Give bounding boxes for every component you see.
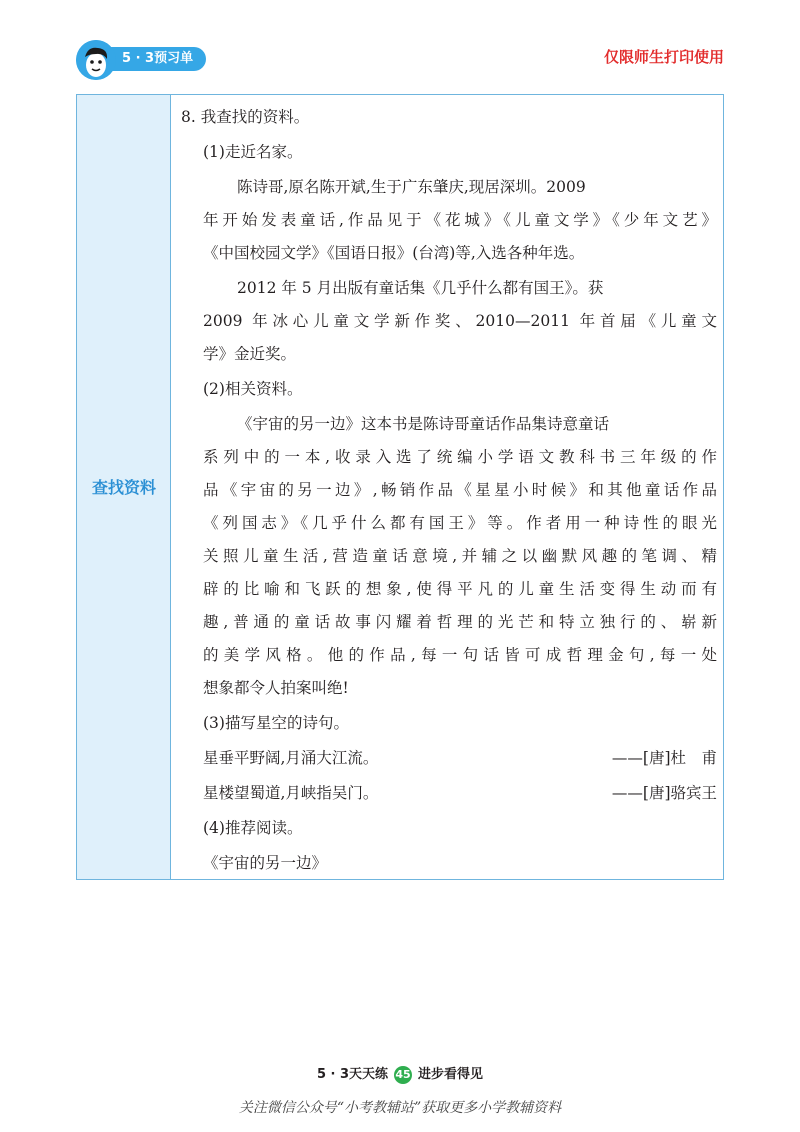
part1-p1-line3: 《中国校园文学》《国语日报》(台湾)等,入选各种年选。 <box>203 244 585 262</box>
section-column <box>77 95 171 879</box>
item-title: 8. 我查找的资料。 <box>181 108 310 126</box>
part2-line8: 的美学风格。他的作品,每一句话皆可成哲理金句,每一处 <box>203 646 717 664</box>
part2-line9: 想象都令人拍案叫绝! <box>203 679 349 697</box>
poem-line: 星垂平野阔,月涌大江流。 <box>203 749 379 767</box>
watermark-text: 关注微信公众号“小考教辅站”获取更多小学教辅资料 <box>238 1100 562 1116</box>
page-header <box>0 0 800 90</box>
part3-heading: (3)描写星空的诗句。 <box>203 714 349 732</box>
part1-heading: (1)走近名家。 <box>203 143 303 161</box>
part1-p1-line2: 年开始发表童话,作品见于《花城》《儿童文学》《少年文艺》 <box>203 211 717 229</box>
poem-author: ——[唐]骆宾王 <box>611 784 717 802</box>
part2-line2: 系列中的一本,收录入选了统编小学语文教科书三年级的作 <box>203 448 717 466</box>
content-cell <box>171 95 723 879</box>
part1-p2-line2: 2009 年冰心儿童文学新作奖、2010—2011 年首届《儿童文 <box>203 312 717 330</box>
section-label: 查找资料 <box>91 478 156 497</box>
page-footer <box>0 1063 800 1084</box>
footer-series: 5 · 3天天练 <box>316 1067 389 1082</box>
usage-restriction-label: 仅限师生打印使用 <box>603 48 724 66</box>
part1-p2-line1: 2012 年 5 月出版有童话集《几乎什么都有国王》。获 <box>237 279 604 297</box>
part1-p1-line1: 陈诗哥,原名陈开斌,生于广东肇庆,现居深圳。2009 <box>237 178 586 196</box>
recommended-book: 《宇宙的另一边》 <box>203 854 328 872</box>
series-label: 5 · 3预习单 <box>122 51 194 66</box>
poem-author: ——[唐]杜 甫 <box>611 749 717 767</box>
part2-line3: 品《宇宙的另一边》,畅销作品《星星小时候》和其他童话作品 <box>203 481 717 499</box>
part4-heading: (4)推荐阅读。 <box>203 819 303 837</box>
part1-p2-line3: 学》金近奖。 <box>203 345 297 363</box>
part2-line4: 《列国志》《几乎什么都有国王》等。作者用一种诗性的眼光 <box>203 514 717 532</box>
part2-line5: 关照儿童生活,营造童话意境,并辅之以幽默风趣的笔调、精 <box>203 547 717 565</box>
part2-line6: 辟的比喻和飞跃的想象,使得平凡的儿童生活变得生动而有 <box>203 580 717 598</box>
footer-slogan: 进步看得见 <box>418 1067 484 1082</box>
part2-line1: 《宇宙的另一边》这本书是陈诗哥童话作品集诗意童话 <box>237 415 610 433</box>
mascot-icon <box>76 40 116 80</box>
worksheet-table <box>76 94 724 880</box>
poem-line: 星楼望蜀道,月峡指吴门。 <box>203 784 379 802</box>
part2-line7: 趣,普通的童话故事闪耀着哲理的光芒和特立独行的、崭新 <box>203 613 717 631</box>
part2-heading: (2)相关资料。 <box>203 380 303 398</box>
page-number: 45 <box>394 1066 412 1084</box>
